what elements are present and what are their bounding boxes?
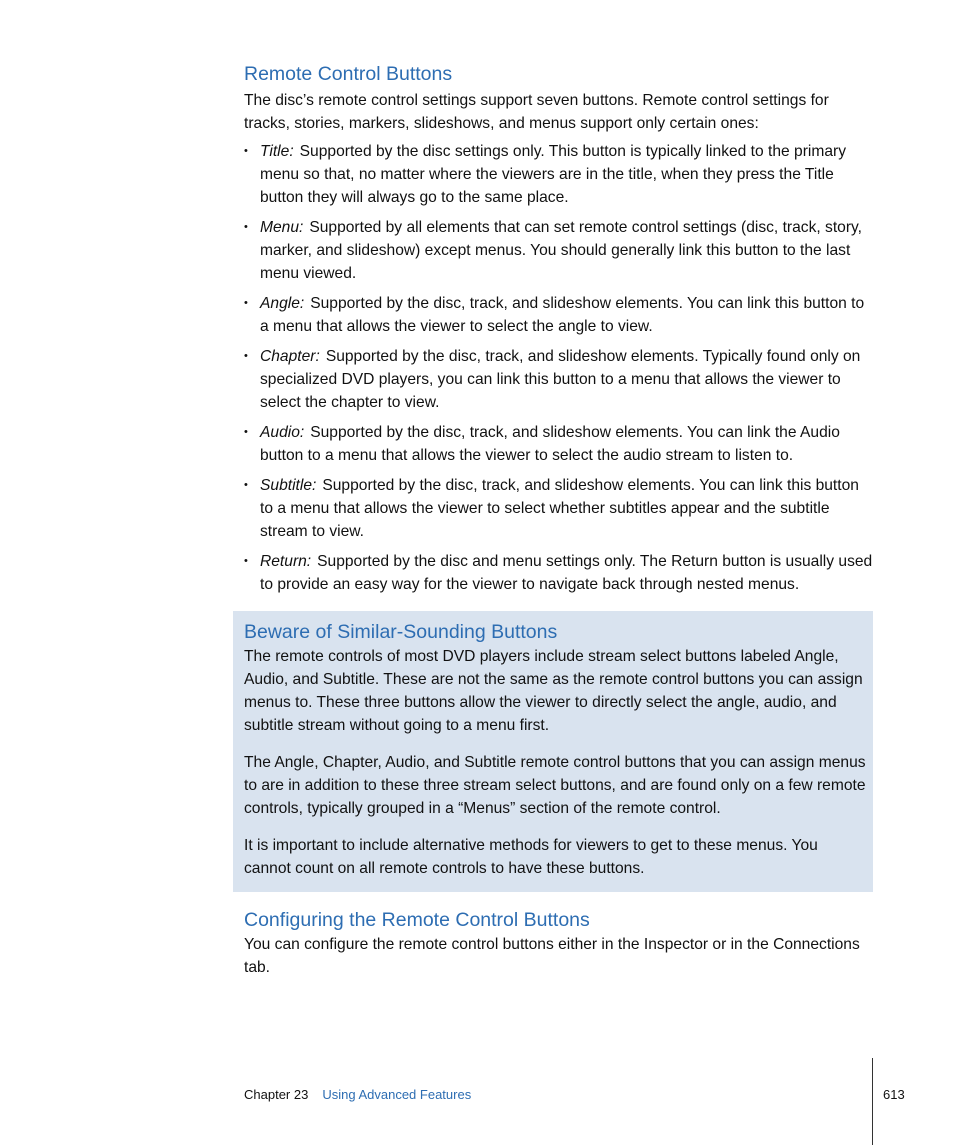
bullet-icon: • <box>244 426 248 438</box>
list-item-audio <box>244 421 876 467</box>
bullet-icon: • <box>244 221 248 233</box>
desc-return: Supported by the disc and menu settings only. The Return button is usually used to provide an easy way for the viewer to navigate back through nested menus. <box>260 553 873 593</box>
bullet-icon: • <box>244 350 248 362</box>
desc-menu: Supported by all elements that can set remote control settings (disc, track, story, marker, and slideshow) except menus. You should generally link this button to the last menu viewed. <box>260 219 863 282</box>
bullet-icon: • <box>244 145 248 157</box>
desc-audio: Supported by the disc, track, and slideshow elements. You can link the Audio button to a menu that allows the viewer to select the audio stream to listen to. <box>260 424 840 464</box>
term-menu: Menu: <box>260 219 304 236</box>
bullet-icon: • <box>244 555 248 567</box>
footer-chapter-label: Chapter 23 <box>244 1087 309 1102</box>
footer-chapter-title: Using Advanced Features <box>322 1087 472 1102</box>
term-return: Return: <box>260 553 312 570</box>
intro-paragraph: The disc’s remote control settings support seven buttons. Remote control settings for tracks, stories, markers, slideshows, and menus support only certain ones: <box>244 92 829 132</box>
term-angle: Angle: <box>260 295 305 312</box>
bullet-icon: • <box>244 479 248 491</box>
heading-configuring-remote-control-buttons: Configuring the Remote Control Buttons <box>244 909 590 931</box>
note-paragraph-2: The Angle, Chapter, Audio, and Subtitle remote control buttons that you can assign menus to are in addition to these three stream select buttons, and are found only on a few remote controls, typically grouped in a “Menus” section of the remote control. <box>244 754 866 817</box>
list-item-menu <box>244 216 876 285</box>
term-audio: Audio: <box>260 424 305 441</box>
heading-remote-control-buttons: Remote Control Buttons <box>244 63 453 85</box>
list-item-return <box>244 550 876 596</box>
desc-angle: Supported by the disc, track, and slideshow elements. You can link this button to a menu that allows the viewer to select the angle to view. <box>260 295 865 335</box>
bullet-icon: • <box>244 297 248 309</box>
note-paragraph-1: The remote controls of most DVD players include stream select buttons labeled Angle, Audio, and Subtitle. These are not the same as the remote control buttons you can assign menus to. These three buttons allow the viewer to directly select the angle, audio, and subtitle stream without going to a menu first. <box>244 648 863 734</box>
desc-chapter: Supported by the disc, track, and slideshow elements. Typically found only on specialized DVD players, you can link this button to a menu that allows the viewer to select the chapter to view. <box>260 348 861 411</box>
desc-subtitle: Supported by the disc, track, and slideshow elements. You can link this button to a menu that allows the viewer to select whether subtitles appear and the subtitle stream to view. <box>260 477 859 540</box>
term-title: Title: <box>260 143 294 160</box>
note-paragraph-3: It is important to include alternative methods for viewers to get to these menus. You cannot count on all remote controls to have these buttons. <box>244 837 818 877</box>
desc-title: Supported by the disc settings only. This button is typically linked to the primary menu so that, no matter where the viewers are in the title, when they press the Title button they will always go to the same place. <box>260 143 847 206</box>
note-box <box>233 611 873 892</box>
list-item-title <box>244 140 876 209</box>
heading-beware-similar-sounding-buttons: Beware of Similar-Sounding Buttons <box>244 621 558 643</box>
footer-divider <box>872 1058 873 1145</box>
section-remote-control-buttons <box>244 62 874 135</box>
term-subtitle: Subtitle: <box>260 477 317 494</box>
list-item-subtitle <box>244 474 876 543</box>
list-item-chapter <box>244 345 876 414</box>
page-footer <box>244 1086 471 1104</box>
list-item-angle <box>244 292 876 338</box>
configuring-paragraph: You can configure the remote control buttons either in the Inspector or in the Connections tab. <box>244 936 860 976</box>
page-number: 613 <box>883 1087 905 1102</box>
button-list <box>244 140 876 603</box>
section-configuring-remote-control-buttons <box>244 908 874 979</box>
term-chapter: Chapter: <box>260 348 320 365</box>
note-content <box>244 620 866 880</box>
